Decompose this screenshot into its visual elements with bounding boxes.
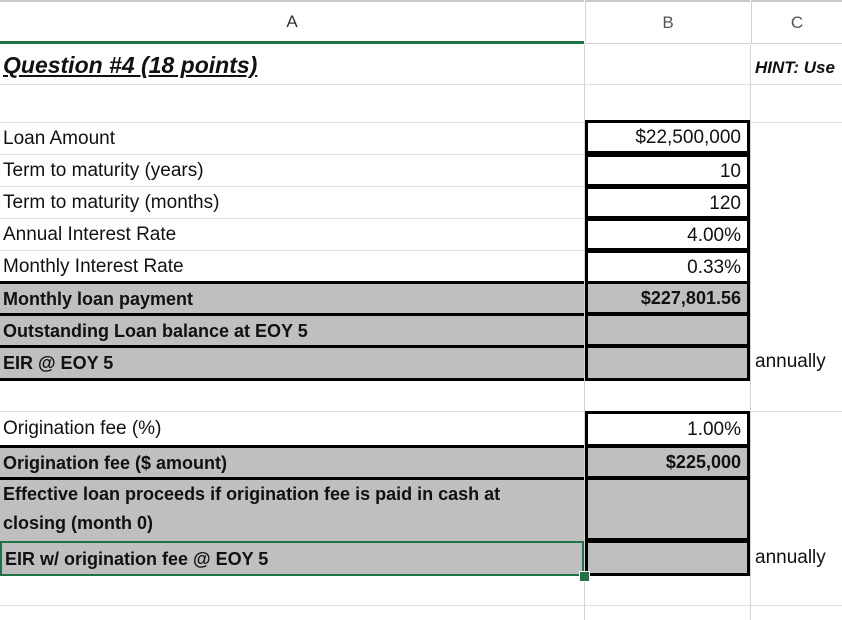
column-header-b[interactable]: B: [585, 0, 750, 44]
cell-monthly-rate-label[interactable]: Monthly Interest Rate: [3, 256, 184, 277]
cell-effective-proceeds-label[interactable]: [0, 477, 584, 541]
cell-monthly-rate-value[interactable]: 0.33%: [585, 250, 750, 284]
cell-term-years-value[interactable]: 10: [585, 154, 750, 187]
gridline: [0, 84, 842, 85]
effective-proceeds-line-1: Effective loan proceeds if origination fee is paid in cash at: [3, 484, 501, 504]
cell-eir-orig-fee-value[interactable]: [585, 540, 750, 576]
cell-eir-eoy5-label[interactable]: EIR @ EOY 5: [0, 345, 584, 381]
cell-outstanding-balance-value[interactable]: [585, 313, 750, 347]
column-header-c[interactable]: C: [751, 0, 842, 44]
cell-term-months-value[interactable]: 120: [585, 186, 750, 219]
cell-orig-fee-amt-value[interactable]: $225,000: [585, 445, 750, 479]
question-title[interactable]: Question #4 (18 points): [3, 52, 258, 78]
effective-proceeds-line-2: closing (month 0): [3, 513, 153, 533]
cell-annual-rate-label[interactable]: Annual Interest Rate: [0, 219, 584, 251]
cell-monthly-payment-value[interactable]: $227,801.56: [585, 281, 750, 315]
column-header-a[interactable]: A: [0, 0, 584, 44]
cell-orig-fee-amt-label[interactable]: Origination fee ($ amount): [0, 445, 584, 479]
hint-cell[interactable]: HINT: Use: [755, 58, 835, 77]
column-divider: [750, 44, 751, 620]
cell-eir-orig-fee-note[interactable]: annually: [755, 547, 826, 568]
cell-eir-eoy5-value[interactable]: [585, 345, 750, 381]
gridline: [0, 605, 842, 606]
cell-eir-eoy5-note[interactable]: annually: [755, 351, 826, 372]
cell-loan-amount-value[interactable]: $22,500,000: [585, 120, 750, 154]
cell-outstanding-balance-label[interactable]: Outstanding Loan balance at EOY 5: [0, 313, 584, 347]
fill-handle[interactable]: [579, 571, 590, 582]
cell-term-years-label[interactable]: Term to maturity (years): [0, 155, 584, 187]
cell-monthly-payment-label[interactable]: Monthly loan payment: [0, 281, 584, 315]
cell-orig-fee-pct-label[interactable]: Origination fee (%): [3, 418, 162, 439]
cell-eir-orig-fee-label[interactable]: EIR w/ origination fee @ EOY 5: [0, 541, 584, 576]
cell-orig-fee-pct-value[interactable]: 1.00%: [585, 411, 750, 447]
cell-annual-rate-value[interactable]: 4.00%: [585, 218, 750, 251]
cell-effective-proceeds-value[interactable]: [585, 477, 750, 541]
cell-term-months-label[interactable]: Term to maturity (months): [0, 187, 584, 219]
cell-loan-amount-label[interactable]: Loan Amount: [0, 123, 584, 155]
